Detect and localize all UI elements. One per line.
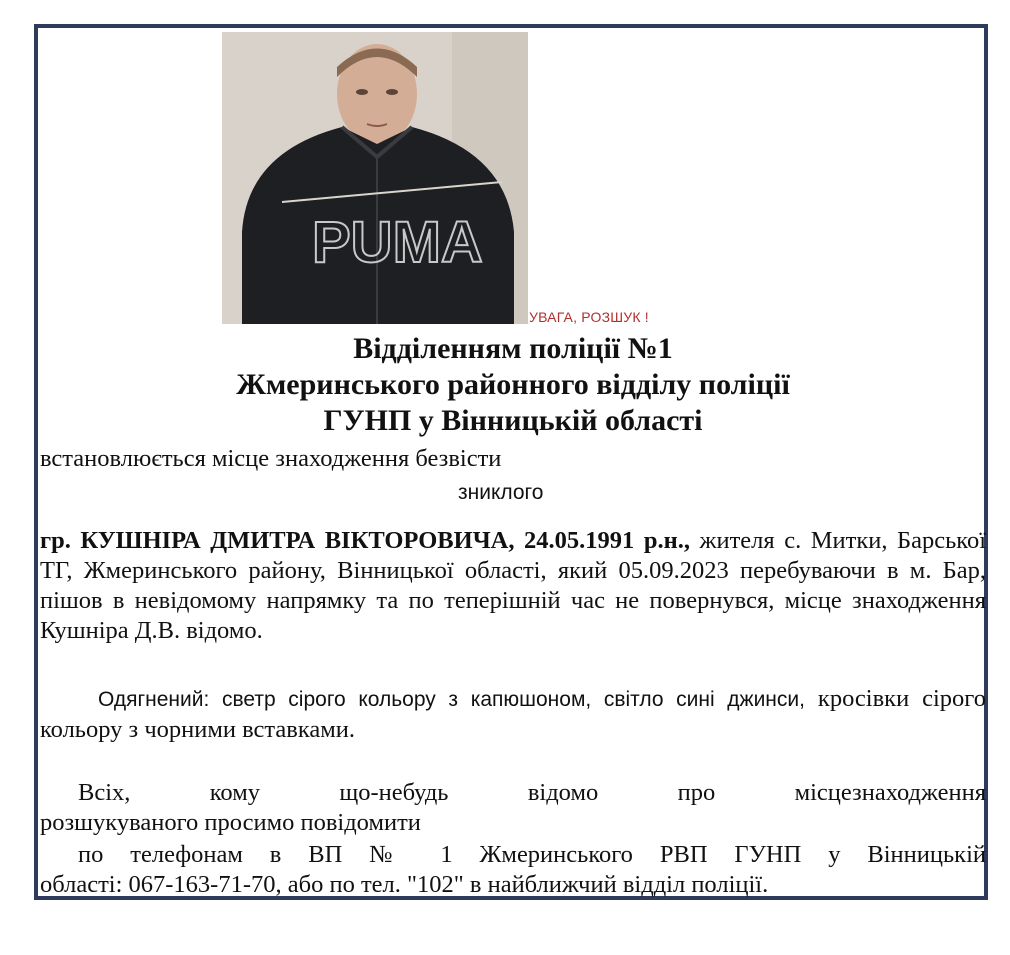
heading-line-1: Відділенням поліції №1	[353, 332, 673, 365]
appeal-line-3: по телефонам в ВП № 1 Жмеринського РВП ГУНП у Вінницькій	[78, 841, 986, 868]
appeal-line-4: області: 067-163-71-70, або по тел. "102" в найближчий відділ поліції.	[40, 871, 769, 898]
heading-line-3: ГУНП у Вінницькій області	[323, 404, 703, 437]
shirt-logo-text: PUMA	[312, 210, 483, 275]
person-description	[40, 526, 986, 646]
heading-line-2: Жмеринського районного відділу поліції	[236, 368, 790, 401]
clothing-line-1: Одягнений: светр сірого кольору з капюшоном, світло сині джинси,	[98, 688, 805, 711]
intro-line-2: зниклого	[458, 481, 544, 504]
appeal-line-1: Всіх, кому що-небудь відомо про місцезнаходження	[78, 779, 986, 806]
intro-line-1: встановлюється місце знаходження безвісти	[40, 445, 502, 472]
missing-person-photo	[222, 32, 528, 324]
clothing-description	[40, 684, 986, 745]
person-name-dob: гр. КУШНІРА ДМИТРА ВІКТОРОВИЧА, 24.05.1991 р.н.,	[40, 527, 690, 554]
person-details: жителя с. Митки, Барської ТГ, Жмеринського району, Вінницької області, який 05.09.2023 перебуваючи в м. Бар, пішов в невідомому напрямку та по теперішній час не повернувся, місце знаходження Кушніра Д.В. відомо.	[40, 527, 987, 644]
clothing-line-2: кросівки сірого кольору з чорними вставками.	[40, 685, 986, 743]
appeal-line-2: розшукуваного просимо повідомити	[40, 809, 421, 836]
attention-wanted-label: УВАГА, РОЗШУК !	[529, 309, 649, 325]
